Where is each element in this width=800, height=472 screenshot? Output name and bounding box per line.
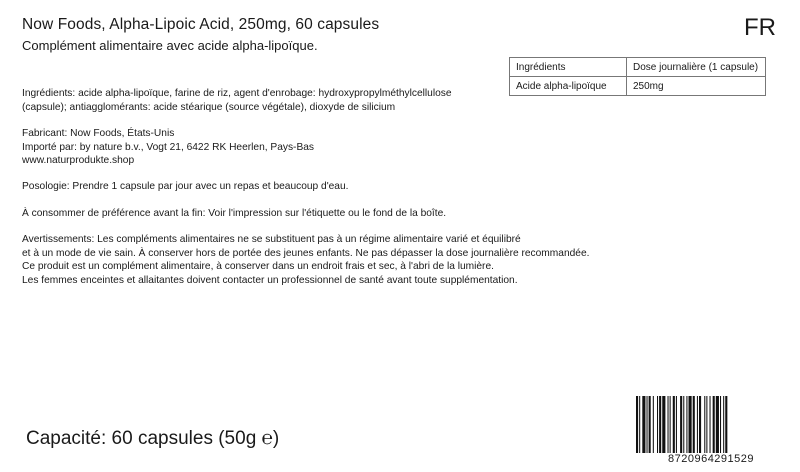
language-code: FR xyxy=(744,14,776,41)
product-subtitle: Complément alimentaire avec acide alpha-lipoïque. xyxy=(22,38,318,53)
table-cell: 250mg xyxy=(627,77,766,96)
barcode-bar xyxy=(642,396,645,458)
ingredients-text xyxy=(22,87,452,114)
text-line: Les femmes enceintes et allaitantes doivent contacter un professionnel de santé avant toute supplémentation. xyxy=(22,274,518,286)
barcode-bar xyxy=(673,396,675,458)
table-header-row xyxy=(510,58,766,77)
barcode-bar xyxy=(697,396,698,458)
barcode-bar xyxy=(659,396,661,458)
barcode-bar xyxy=(647,396,648,458)
barcode-bar xyxy=(713,396,715,458)
barcode-bar xyxy=(653,396,654,458)
website-text: www.naturprodukte.shop xyxy=(22,155,135,166)
barcode-bar xyxy=(689,396,692,458)
table-cell: Acide alpha-lipoïque xyxy=(510,77,627,96)
barcode-bar xyxy=(670,396,671,458)
barcode-bar xyxy=(723,396,724,458)
barcode-bar xyxy=(683,396,684,458)
text-line: Ce produit est un complément alimentaire, à conserver dans un endroit frais et sec, à l'abri de la lumière. xyxy=(22,261,494,272)
best-before-text: À consommer de préférence avant la fin: Voir l'impression sur l'étiquette ou le fond de la boîte. xyxy=(22,208,447,219)
text-line: Avertissements: Les compléments alimentaires ne se substituent pas à un régime alimentaire varié et équilibré xyxy=(22,234,521,245)
barcode-bar xyxy=(636,396,638,458)
barcode-bar xyxy=(657,396,658,458)
text-line: Fabricant: Now Foods, États-Unis xyxy=(22,128,175,139)
text-line: et à un mode de vie sain. À conserver hors de portée des jeunes enfants. Ne pas dépasser la dose journalière recommandée. xyxy=(22,247,590,259)
barcode-bar xyxy=(716,396,719,458)
text-line: Importé par: by nature b.v., Vogt 21, 6422 RK Heerlen, Pays-Bas xyxy=(22,141,315,153)
table-header-cell: Ingrédients xyxy=(510,58,627,77)
product-title: Now Foods, Alpha-Lipoic Acid, 250mg, 60 capsules xyxy=(22,16,380,33)
barcode-bar xyxy=(686,396,687,458)
barcode-bar xyxy=(693,396,695,458)
barcode-bars xyxy=(635,396,787,458)
dosage-text: Posologie: Prendre 1 capsule par jour avec un repas et beaucoup d'eau. xyxy=(22,181,349,192)
manufacturer-info xyxy=(22,127,314,168)
table-row xyxy=(510,77,766,96)
barcode-bar xyxy=(668,396,669,458)
barcode-bar xyxy=(720,396,721,458)
barcode-bar xyxy=(710,396,711,458)
barcode-bar xyxy=(649,396,651,458)
barcode-bar xyxy=(706,396,707,458)
barcode-bar xyxy=(725,396,727,458)
barcode-number: 8720964291529 xyxy=(635,453,787,465)
barcode-bar xyxy=(676,396,677,458)
barcode-bar xyxy=(704,396,705,458)
barcode-bar xyxy=(699,396,701,458)
text-line: (capsule); antiagglomérants: acide stéarique (source végétale), dioxyde de silicium xyxy=(22,101,396,113)
warnings-text xyxy=(22,233,589,287)
text-line: Ingrédients: acide alpha-lipoïque, farine de riz, agent d'enrobage: hydroxypropylméthylcellulose xyxy=(22,88,452,99)
barcode-bar xyxy=(680,396,682,458)
ingredients-table xyxy=(509,57,766,96)
barcode xyxy=(635,396,787,466)
capacity-text: Capacité: 60 capsules (50g ℮) xyxy=(26,428,280,449)
barcode-bar xyxy=(662,396,665,458)
barcode-bar xyxy=(639,396,640,458)
table-header-cell: Dose journalière (1 capsule) xyxy=(627,58,766,77)
